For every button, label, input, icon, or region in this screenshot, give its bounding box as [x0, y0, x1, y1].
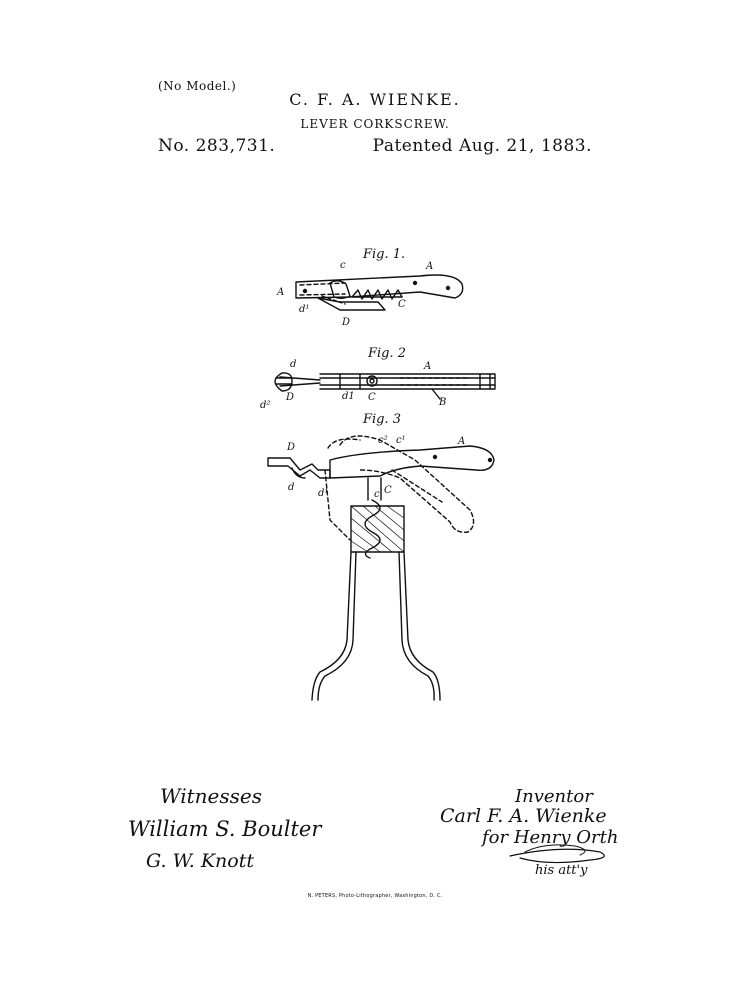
fig3-label-d-big: D — [287, 442, 296, 453]
witness-signature-2: G. W. Knott — [146, 850, 255, 872]
inventor-signature: Carl F. A. Wienke — [440, 805, 607, 827]
fig1-title: Fig. 1. — [363, 247, 406, 262]
no-model-note: (No Model.) — [158, 79, 237, 93]
patent-title: LEVER CORKSCREW. — [300, 117, 450, 131]
inventor-name: C. F. A. WIENKE. — [289, 90, 461, 109]
fig3-label-c1: c¹ — [396, 435, 406, 446]
patent-number: No. 283,731. — [158, 136, 276, 156]
patent-date: Patented Aug. 21, 1883. — [372, 136, 592, 156]
fig1-label-c: c — [340, 260, 346, 271]
witnesses-heading: Witnesses — [160, 784, 262, 808]
inventor-heading: Inventor — [515, 786, 593, 807]
fig3-label-c2: c² — [378, 435, 388, 446]
fig3-title: Fig. 3 — [363, 412, 402, 427]
fig1-label-d1: d¹ — [299, 304, 310, 315]
fig2-title: Fig. 2 — [368, 346, 407, 361]
fig2-label-d2: d² — [260, 400, 271, 411]
fig2-label-b: B — [439, 397, 447, 408]
printer-imprint: N. PETERS, Photo-Lithographer, Washington, D. C. — [307, 893, 443, 899]
figure-2 — [275, 373, 495, 399]
fig1-label-d: D — [342, 317, 351, 328]
fig3-label-c: c — [374, 489, 380, 500]
fig2-label-c: C — [368, 392, 376, 403]
figure-1 — [296, 275, 463, 310]
fig3-label-a: A — [458, 436, 466, 447]
fig3-label-d: d — [288, 482, 295, 493]
fig1-label-a: A — [426, 261, 434, 272]
attorney-signature: for Henry Orth — [482, 827, 619, 848]
fig1-label-a2: A — [277, 287, 285, 298]
fig1-label-c-big: C — [398, 299, 406, 310]
fig2-label-d: d — [290, 359, 297, 370]
fig2-label-d1: d1 — [342, 391, 355, 402]
witness-signature-1: William S. Boulter — [128, 817, 322, 841]
fig3-label-d1: d¹ — [318, 488, 329, 499]
fig2-label-a: A — [424, 361, 432, 372]
attorney-role: his att'y — [535, 863, 588, 878]
figure-3 — [268, 436, 494, 700]
fig2-label-d-big: D — [286, 392, 295, 403]
fig3-label-c-big: C — [384, 485, 392, 496]
